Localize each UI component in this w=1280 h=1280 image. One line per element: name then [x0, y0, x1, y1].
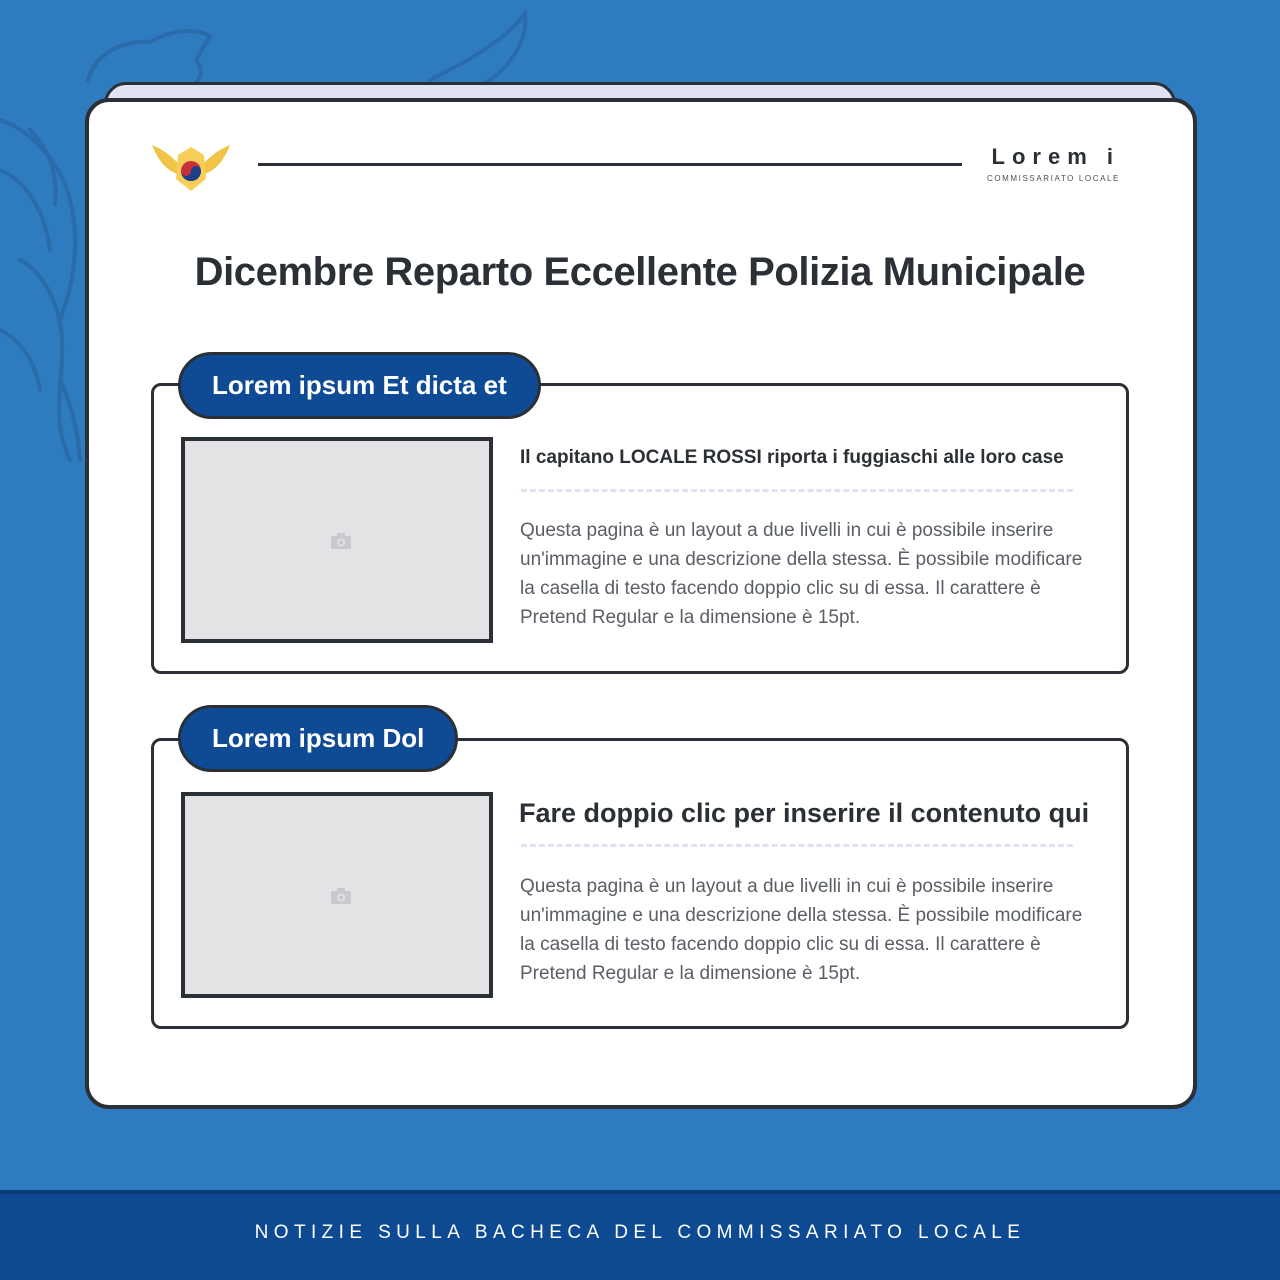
item-description: Questa pagina è un layout a due livelli in cui è possibile inserire un'immagine e una descrizione della stessa. È possibile modificare la casella di testo facendo doppio clic su di essa. Il carattere è Pretend Regular e la dimensione è 15pt. [520, 876, 1083, 984]
winged-police-badge-icon [148, 135, 234, 193]
dashed-divider [521, 844, 1073, 847]
item-heading[interactable]: Fare doppio clic per inserire il contenuto qui [519, 798, 1090, 828]
brand-subtitle: COMMISSARIATO LOCALE [986, 174, 1120, 183]
page-title: Dicembre Reparto Eccellente Polizia Municipale [194, 250, 1086, 294]
item-description: Questa pagina è un layout a due livelli in cui è possibile inserire un'immagine e una descrizione della stessa. È possibile modificare la casella di testo facendo doppio clic su di essa. Il carattere è Pretend Regular e la dimensione è 15pt. [520, 520, 1083, 628]
image-placeholder[interactable] [181, 437, 493, 643]
camera-icon [330, 887, 352, 905]
footer-caption: NOTIZIE SULLA BACHECA DEL COMMISSARIATO LOCALE [254, 1222, 1026, 1243]
camera-icon [330, 532, 352, 550]
dashed-divider [521, 489, 1073, 492]
brand-name: Lorem i [991, 144, 1120, 169]
header-divider [258, 163, 962, 166]
section-tag: Lorem ipsum Dol [178, 705, 458, 772]
section-tag: Lorem ipsum Et dicta et [178, 352, 541, 419]
item-heading: Il capitano LOCALE ROSSI riporta i fuggiaschi alle loro case [520, 447, 1064, 468]
image-placeholder[interactable] [181, 792, 493, 998]
